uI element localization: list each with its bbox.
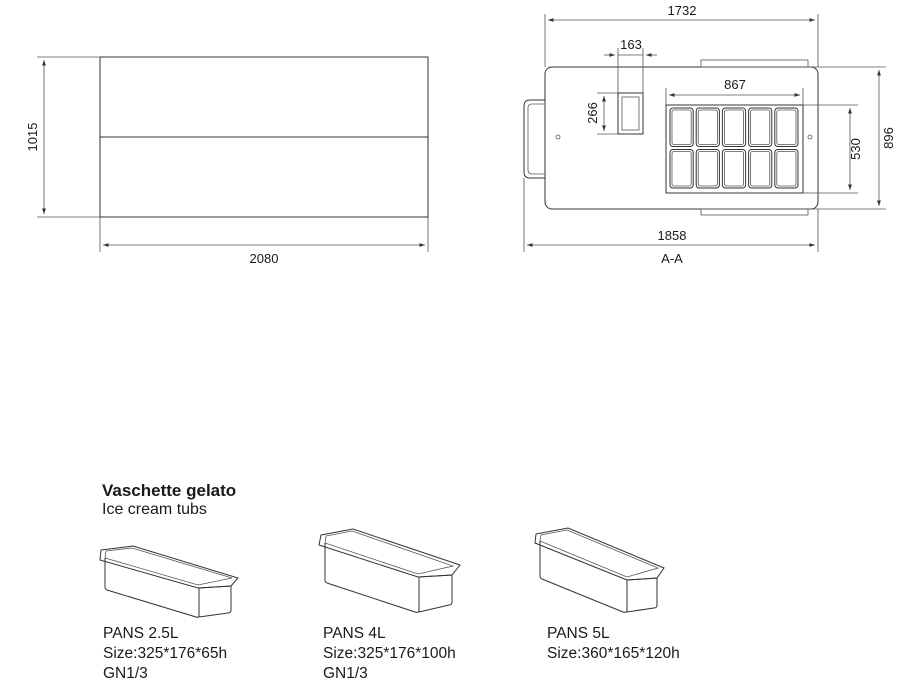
section-top-ledge — [701, 60, 808, 67]
section-tub-width-label: 867 — [724, 77, 746, 92]
pan-illustration-2-5l — [100, 546, 238, 617]
section-tub-height-label: 530 — [848, 138, 863, 160]
front-view — [25, 57, 428, 266]
section-tub-grid — [670, 108, 798, 188]
tub-slot-inner — [698, 152, 717, 187]
pan-illustration-4l — [319, 529, 460, 612]
tub-slot-inner — [672, 110, 691, 145]
pan-caption-4l — [323, 624, 456, 684]
pan-name: PANS 2.5L — [103, 625, 179, 642]
pan-size: Size:325*176*100h — [323, 645, 456, 662]
section-label: A-A — [661, 251, 683, 266]
tub-slot — [670, 150, 693, 189]
front-width-label: 2080 — [249, 251, 279, 266]
tub-slot — [696, 108, 719, 147]
section-top-width-label: 1732 — [667, 3, 697, 18]
tub-slot-inner — [672, 152, 691, 187]
tub-slot — [722, 150, 745, 189]
front-height-label: 1015 — [25, 122, 40, 152]
tubs-heading — [102, 481, 236, 519]
tub-slot — [775, 108, 798, 147]
tub-slot — [696, 150, 719, 189]
tub-slot — [670, 108, 693, 147]
tubs-title: Vaschette gelato — [102, 481, 237, 500]
pan-name: PANS 5L — [547, 625, 610, 642]
tub-slot-inner — [698, 110, 717, 145]
section-depth-label: 896 — [881, 127, 896, 149]
pan-size: Size:325*176*65h — [103, 645, 228, 662]
pan-gn: GN1/3 — [323, 665, 368, 682]
pan-size: Size:360*165*120h — [547, 645, 680, 662]
tub-slot-inner — [777, 152, 796, 187]
section-hole-right — [808, 135, 812, 139]
tub-slot — [749, 150, 772, 189]
tub-slot-inner — [724, 152, 743, 187]
section-well-height-label: 266 — [585, 102, 600, 124]
tub-slot-inner — [724, 110, 743, 145]
tub-slot — [775, 150, 798, 189]
tub-slot-inner — [751, 110, 770, 145]
pan-illustration-5l — [535, 528, 664, 612]
tub-slot — [749, 108, 772, 147]
tubs-subtitle: Ice cream tubs — [102, 501, 207, 518]
pan-gn: GN1/3 — [103, 665, 148, 682]
pan-caption-2-5l — [103, 624, 227, 684]
section-handle — [524, 100, 545, 178]
section-well-width-label: 163 — [620, 37, 642, 52]
pan-caption-5l — [547, 624, 680, 664]
tub-slot-inner — [777, 110, 796, 145]
section-view — [524, 3, 896, 266]
tub-slot-inner — [751, 152, 770, 187]
tub-slot — [722, 108, 745, 147]
pan-name: PANS 4L — [323, 625, 386, 642]
section-hole-left — [556, 135, 560, 139]
section-bottom-ledge — [701, 209, 808, 215]
section-bottom-width-label: 1858 — [657, 228, 687, 243]
